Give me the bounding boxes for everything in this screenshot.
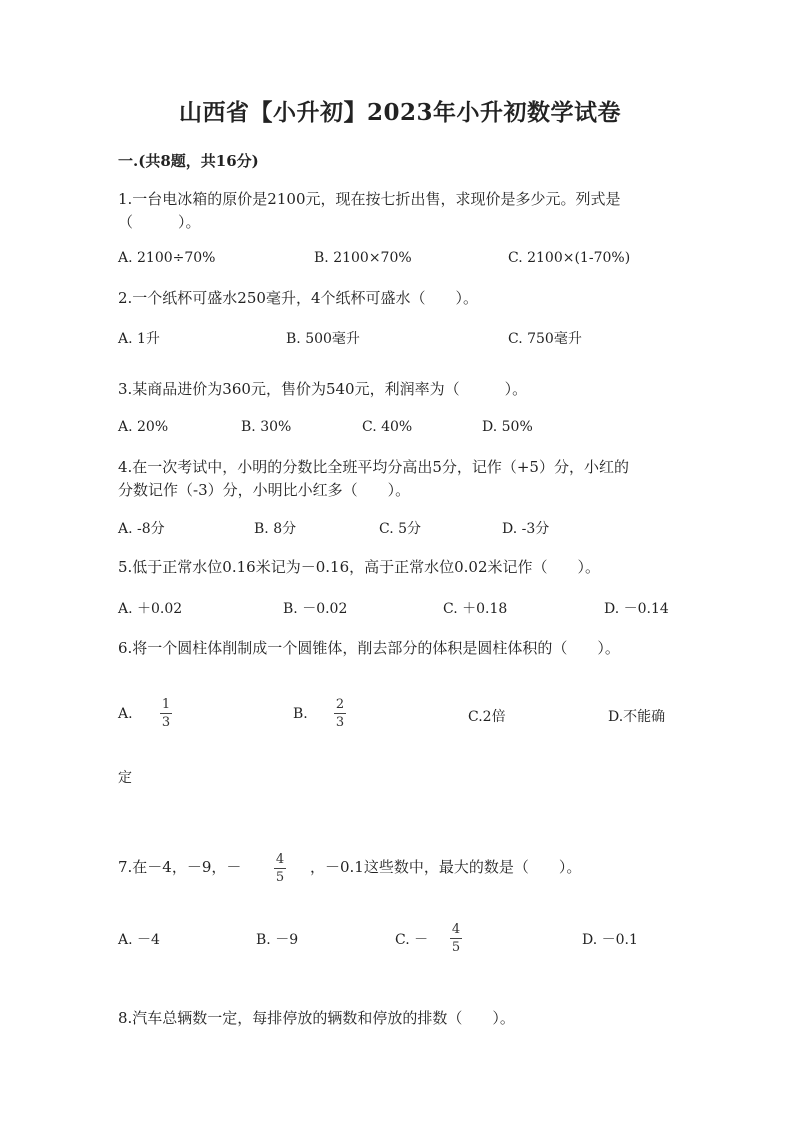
exam-title: 山西省【小升初】2023年小升初数学试卷 [178,99,621,126]
question-3-option-a[interactable]: A. 20% [118,419,169,435]
fraction [334,697,346,730]
question-4-option-a[interactable]: A. -8分 [118,521,165,537]
question-6-option-c[interactable]: C.2倍 [468,709,506,725]
question-5-option-c[interactable]: C. ＋0.18 [443,601,508,617]
fraction-numerator: 1 [161,697,171,712]
fraction-bar [274,868,286,869]
fraction-bar [334,713,346,714]
question-7-fraction [274,852,286,885]
question-5-stem: 5.低于正常水位0.16米记为－0.16，高于正常水位0.02米记作（ ）。 [118,558,601,576]
section-heading: 一.(共8题，共16分) [118,152,259,170]
fraction [450,922,462,955]
fraction-denominator: 5 [275,870,285,885]
question-3-stem: 3.某商品进价为360元，售价为540元，利润率为（ ）。 [118,380,528,398]
question-5-option-d[interactable]: D. －0.14 [604,601,669,617]
question-4-stem-cont: 分数记作（-3）分，小明比小红多（ ）。 [118,481,411,499]
question-5-option-b[interactable]: B. －0.02 [283,601,348,617]
option-letter: C. － [395,932,429,948]
question-3-option-c[interactable]: C. 40% [362,419,413,435]
question-6-stem: 6.将一个圆柱体削制成一个圆锥体，削去部分的体积是圆柱体积的（ ）。 [118,639,620,657]
question-7-option-b[interactable]: B. －9 [256,932,299,948]
option-letter: A. [118,706,133,722]
fraction-bar [160,713,172,714]
question-1-option-b[interactable]: B. 2100×70% [314,250,412,266]
fraction-numerator: 4 [451,922,461,937]
question-8-stem: 8.汽车总辆数一定，每排停放的辆数和停放的排数（ ）。 [118,1009,515,1027]
question-7-stem-part2: ，－0.1这些数中，最大的数是（ ）。 [310,858,582,876]
question-1-option-a[interactable]: A. 2100÷70% [118,250,216,266]
question-6-option-d-wrap: 定 [118,770,132,786]
fraction-numerator: 2 [335,697,345,712]
question-5-option-a[interactable]: A. ＋0.02 [118,601,183,617]
question-1-stem: 1.一台电冰箱的原价是2100元，现在按七折出售，求现价是多少元。列式是 [118,190,621,208]
question-1-option-c[interactable]: C. 2100×(1-70%) [508,250,631,266]
question-3-option-d[interactable]: D. 50% [482,419,533,435]
question-4-option-d[interactable]: D. -3分 [502,521,550,537]
fraction-numerator: 4 [275,852,285,867]
question-7-option-a[interactable]: A. －4 [118,932,160,948]
fraction-denominator: 3 [335,715,345,730]
question-4-option-b[interactable]: B. 8分 [254,521,297,537]
fraction-bar [450,938,462,939]
question-4-stem: 4.在一次考试中，小明的分数比全班平均分高出5分，记作（+5）分，小红的 [118,458,629,476]
question-7-stem-part1: 7.在－4，－9，－ [118,858,242,876]
question-4-option-c[interactable]: C. 5分 [379,521,422,537]
question-1-stem-cont: （ ）。 [118,213,201,231]
fraction-denominator: 3 [161,715,171,730]
question-2-option-a[interactable]: A. 1升 [118,331,160,347]
question-2-option-b[interactable]: B. 500毫升 [286,331,360,347]
fraction [160,697,172,730]
question-2-stem: 2.一个纸杯可盛水250毫升，4个纸杯可盛水（ ）。 [118,289,478,307]
question-3-option-b[interactable]: B. 30% [241,419,292,435]
question-2-option-c[interactable]: C. 750毫升 [508,331,582,347]
fraction-denominator: 5 [451,940,461,955]
option-letter: B. [293,706,308,722]
question-7-option-d[interactable]: D. －0.1 [582,932,638,948]
question-6-option-d[interactable]: D.不能确 [608,709,666,725]
